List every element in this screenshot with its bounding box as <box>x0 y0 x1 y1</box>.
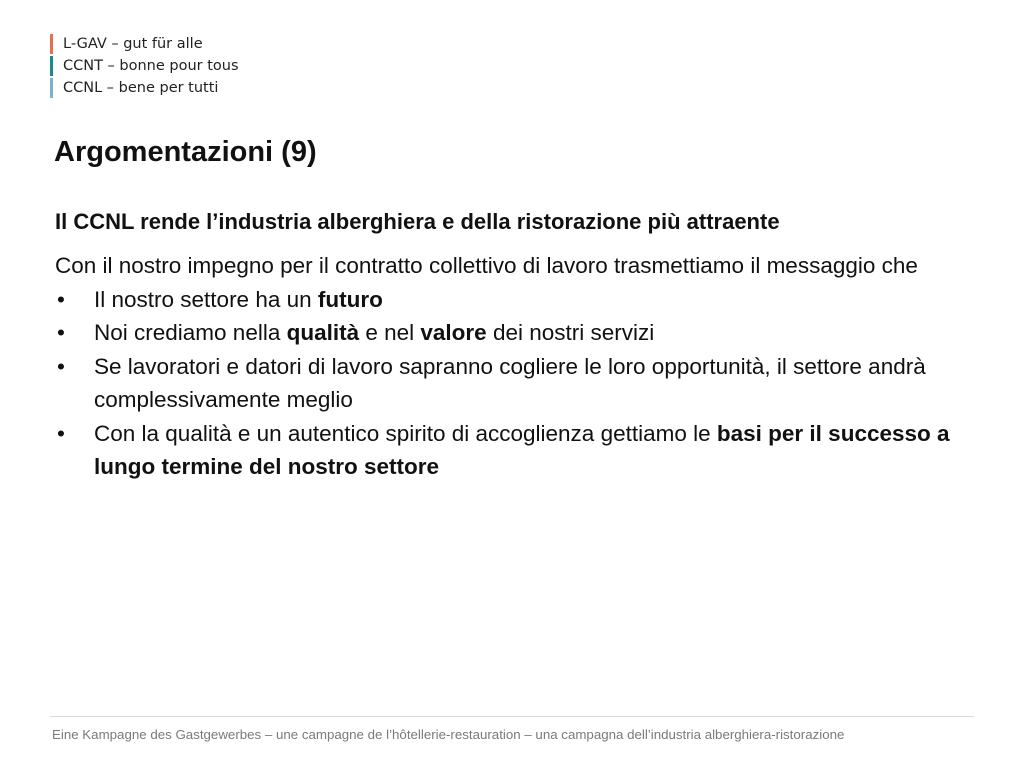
bullet-marker: • <box>57 320 65 345</box>
bullet-text-bold: futuro <box>317 286 383 312</box>
bullet-text: Noi crediamo nella <box>94 320 287 345</box>
bullet-text-bold: basi per il successo a lungo termine del nostro settore <box>94 420 950 479</box>
campaign-logo <box>50 33 350 99</box>
logo-bar-orange <box>50 34 53 54</box>
bullet-item <box>55 283 965 317</box>
bullet-text: Se lavoratori e datori di lavoro sapranno cogliere le loro opportunità, il settore andrà complessivamente meglio <box>94 353 926 412</box>
bullet-text: dei nostri servizi <box>486 320 655 345</box>
logo-bar-teal <box>50 56 53 76</box>
logo-text-lgav: L-GAV – gut für alle <box>63 36 203 52</box>
footer-text: Eine Kampagne des Gastgewerbes – une campagne de l’hôtellerie-restauration – una campagna dell’industria alberghiera-ristorazione <box>52 727 845 742</box>
bullet-marker: • <box>57 420 65 446</box>
bullet-text-bold: qualità <box>286 320 360 345</box>
logo-line-ccnl <box>50 77 350 99</box>
logo-text-ccnt: CCNT – bonne pour tous <box>63 58 239 74</box>
bullet-item <box>55 316 965 350</box>
slide-content <box>55 205 965 484</box>
bullet-text: Con la qualità e un autentico spirito di accoglienza gettiamo le <box>94 420 717 446</box>
bullet-text: Il nostro settore ha un <box>94 286 318 312</box>
bullet-marker: • <box>57 286 65 312</box>
footer-divider <box>50 716 974 717</box>
slide-title: Argomentazioni (9) <box>54 136 317 168</box>
bullet-list <box>55 283 965 484</box>
logo-line-lgav <box>50 33 350 55</box>
bullet-item <box>55 417 965 484</box>
slide-subheading: Il CCNL rende l’industria alberghiera e della ristorazione più attraente <box>55 209 780 234</box>
bullet-item <box>55 350 965 417</box>
intro-paragraph: Con il nostro impegno per il contratto collettivo di lavoro trasmettiamo il messaggio che <box>55 253 918 278</box>
logo-text-ccnl: CCNL – bene per tutti <box>63 80 219 96</box>
logo-line-ccnt <box>50 55 350 77</box>
bullet-text: e nel <box>359 320 421 345</box>
logo-bar-lightblue <box>50 78 53 98</box>
bullet-marker: • <box>57 353 65 379</box>
bullet-text-bold: valore <box>420 320 487 345</box>
